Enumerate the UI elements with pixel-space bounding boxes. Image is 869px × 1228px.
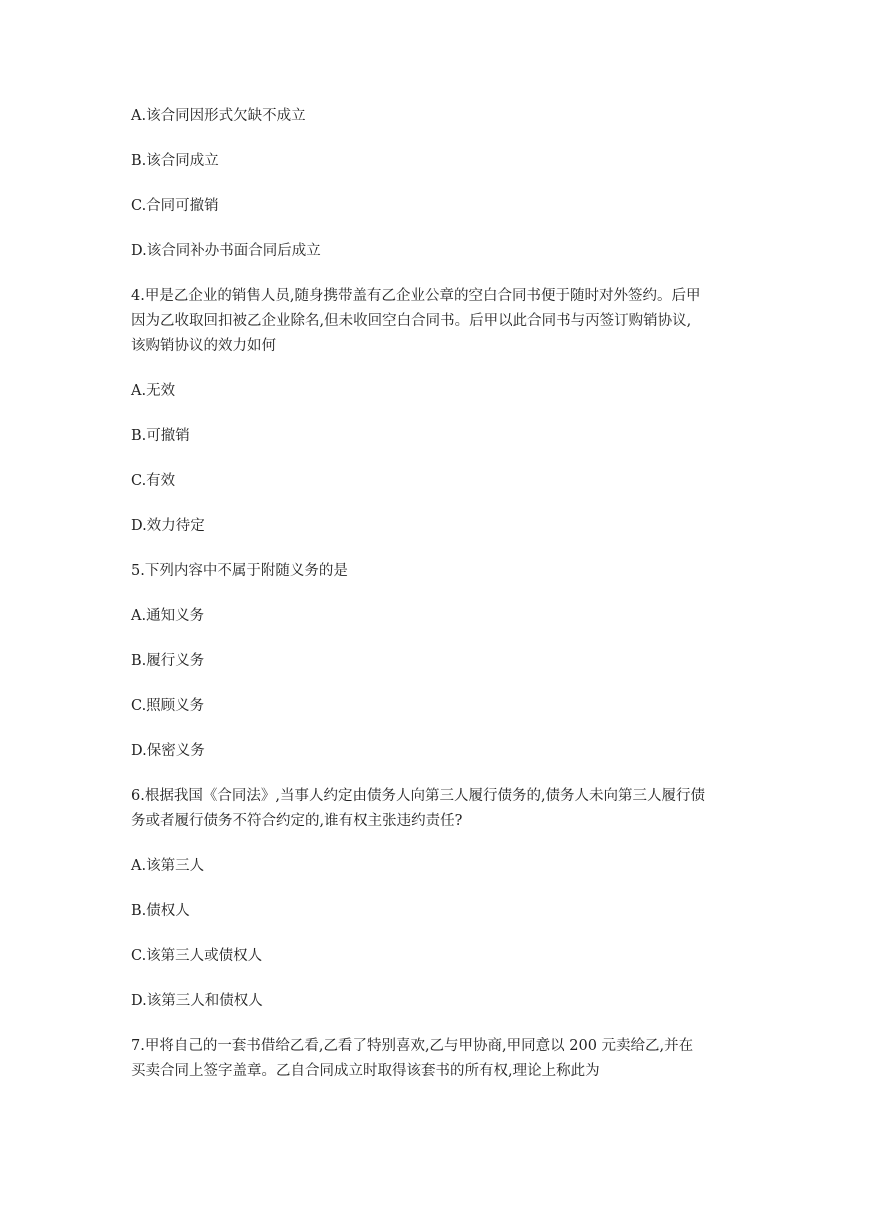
question-5-stem [131, 559, 746, 584]
question-6-stem-line: 务或者履行债务不符合约定的,谁有权主张违约责任? [131, 813, 463, 829]
option-q4-c: C.有效 [131, 473, 176, 489]
option-q6-a: A.该第三人 [131, 858, 205, 874]
option-q6-c: C.该第三人或债权人 [131, 948, 263, 964]
question-6-stem [131, 784, 746, 834]
option-q3-c: C.合同可撤销 [131, 198, 219, 214]
question-7-stem-line: 买卖合同上签字盖章。乙自合同成立时取得该套书的所有权,理论上称此为 [131, 1063, 600, 1079]
option-q4-d: D.效力待定 [131, 518, 205, 534]
option-q3-a: A.该合同因形式欠缺不成立 [131, 108, 306, 124]
question-7-stem [131, 1034, 746, 1084]
question-4-stem-line: 4.甲是乙企业的销售人员,随身携带盖有乙企业公章的空白合同书便于随时对外签约。后甲 [131, 288, 701, 304]
option-q6-d: D.该第三人和债权人 [131, 993, 263, 1009]
option-q4-b: B.可撤销 [131, 428, 190, 444]
option-q6-b: B.债权人 [131, 903, 190, 919]
question-4-stem-line: 该购销协议的效力如何 [131, 338, 276, 354]
question-7-stem-line: 7.甲将自己的一套书借给乙看,乙看了特别喜欢,乙与甲协商,甲同意以 200 元卖给乙,并在 [131, 1038, 694, 1054]
option-q3-b: B.该合同成立 [131, 153, 219, 169]
question-4-stem-line: 因为乙收取回扣被乙企业除名,但未收回空白合同书。后甲以此合同书与丙签订购销协议, [131, 313, 692, 329]
option-q3-d: D.该合同补办书面合同后成立 [131, 243, 321, 259]
question-4-stem [131, 284, 746, 359]
option-q5-d: D.保密义务 [131, 743, 205, 759]
question-6-stem-line: 6.根据我国《合同法》,当事人约定由债务人向第三人履行债务的,债务人未向第三人履行债 [131, 788, 706, 804]
option-q5-a: A.通知义务 [131, 608, 205, 624]
question-5-stem-line: 5.下列内容中不属于附随义务的是 [131, 563, 348, 579]
document-body [131, 104, 746, 1084]
option-q5-c: C.照顾义务 [131, 698, 205, 714]
option-q4-a: A.无效 [131, 383, 176, 399]
option-q5-b: B.履行义务 [131, 653, 205, 669]
